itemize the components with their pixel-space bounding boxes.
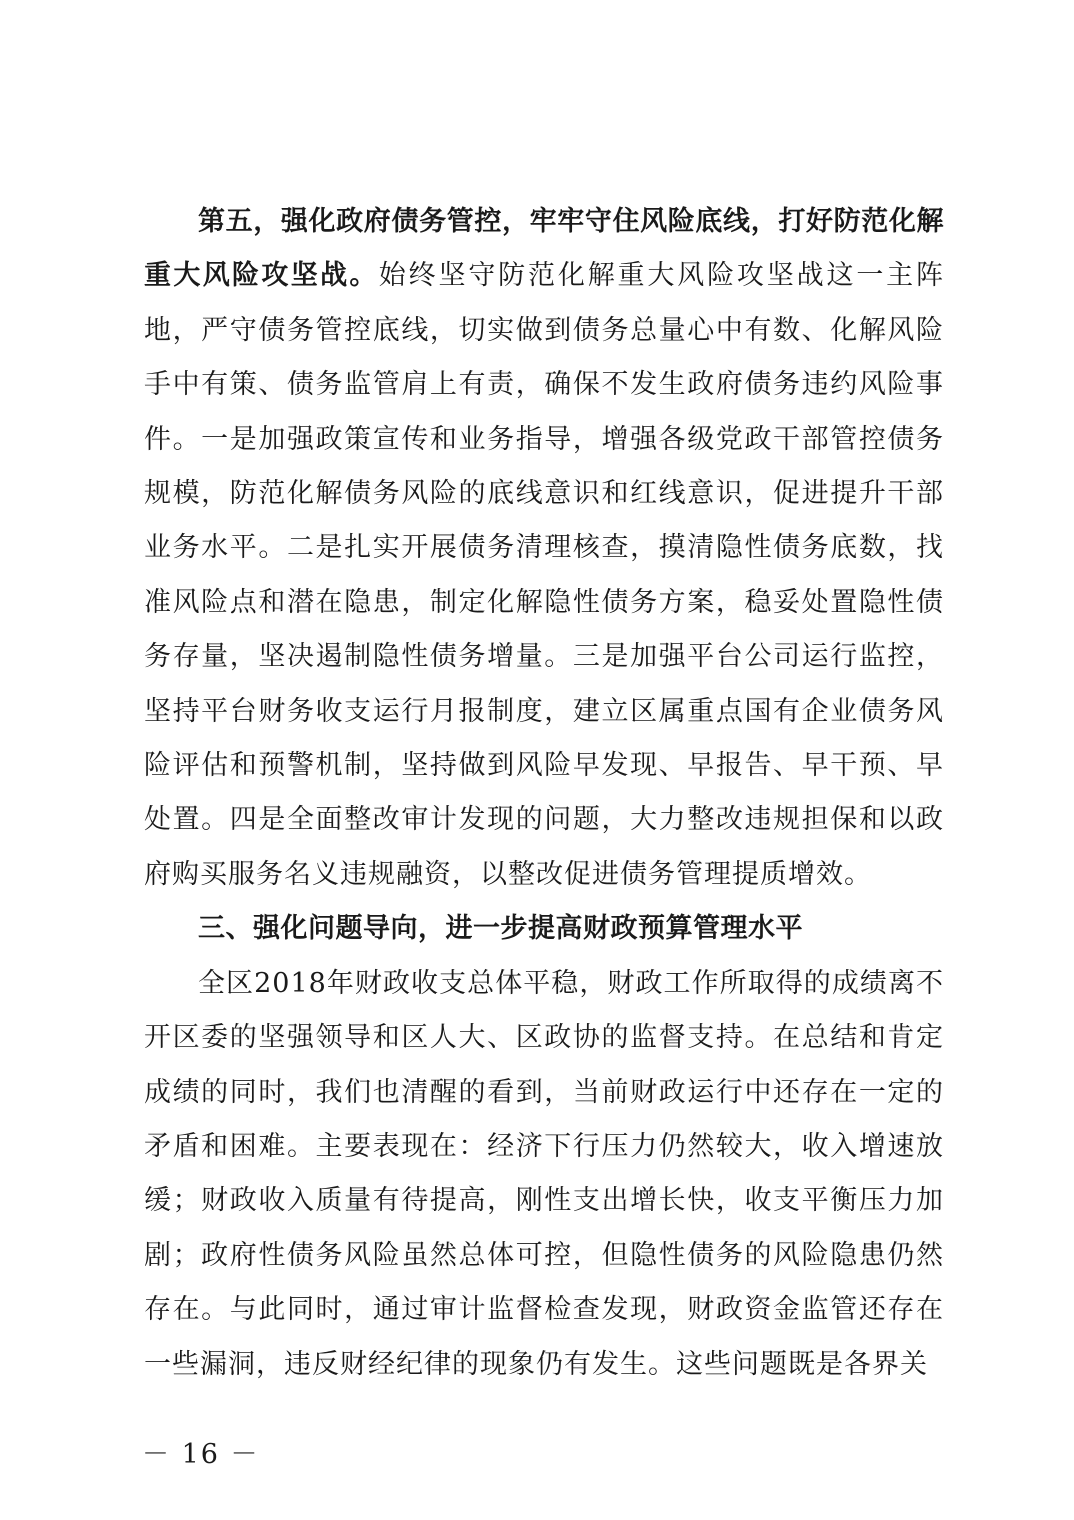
paragraph-debt-control — [144, 195, 944, 902]
section-heading: 三、强化问题导向，进一步提高财政预算管理水平 — [198, 913, 803, 945]
paragraph-fiscal-summary: 全区2018年财政收支总体平稳，财政工作所取得的成绩离不开区委的坚强领导和区人大、区政协的监督支持。在总结和肯定成绩的同时，我们也清醒的看到，当前财政运行中还存在一定的矛盾和困难。主要表现在：经济下行压力仍然较大，收入增速放缓；财政收入质量有待提高，刚性支出增长快，收支平衡压力加剧；政府性债务风险虽然总体可控，但隐性债务的风险隐患仍然存在。与此同时，通过审计监督检查发现，财政资金监管还存在一些漏洞，违反财经纪律的现象仍有发生。这些问题既是各界关 — [144, 967, 944, 1380]
paragraph-body-text: 始终坚守防范化解重大风险攻坚战这一主阵地，严守债务管控底线，切实做到债务总量心中有数、化解风险手中有策、债务监管肩上有责，确保不发生政府债务违约风险事件。一是加强政策宣传和业务指导，增强各级党政干部管控债务规模，防范化解债务风险的底线意识和红线意识，促进提升干部业务水平。二是扎实开展债务清理核查，摸清隐性债务底数，找准风险点和潜在隐患，制定化解隐性债务方案，稳妥处置隐性债务存量，坚决遏制隐性债务增量。三是加强平台公司运行监控，坚持平台财务收支运行月报制度，建立区属重点国有企业债务风险评估和预警机制，坚持做到风险早发现、早报告、早干预、早处置。四是全面整改审计发现的问题，大力整改违规担保和以政府购买服务名义违规融资，以整改促进债务管理提质增效。 — [144, 260, 945, 890]
document-body — [144, 195, 944, 1392]
paragraph-lead-sentence: 第五，强化政府债务管控，牢牢守住风险底线，打好防范化解重大风险攻坚战。 — [144, 206, 944, 292]
page-number: － 16 － — [142, 1439, 260, 1470]
